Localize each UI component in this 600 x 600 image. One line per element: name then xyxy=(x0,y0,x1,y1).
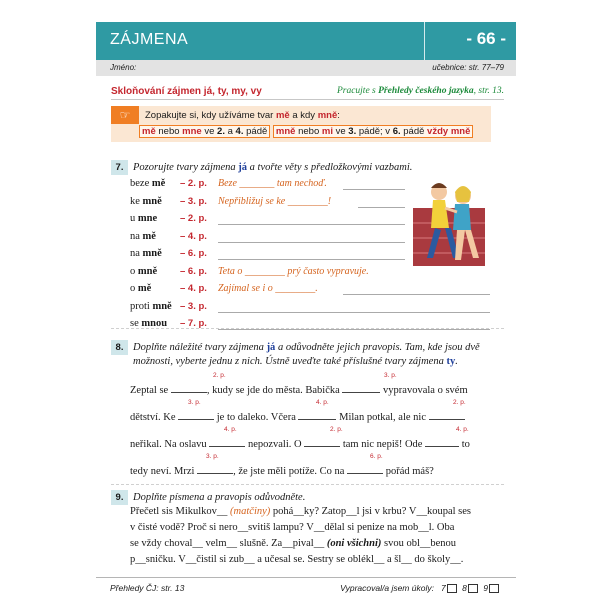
exercise-number: 7. xyxy=(111,160,128,175)
case-label: – 3. p. xyxy=(180,300,207,312)
blank-field[interactable] xyxy=(178,409,214,420)
recall-rule-2: mně nebo mi ve 3. pádě; v 6. pádě vždy mně xyxy=(273,125,473,138)
case-label: – 2. p. xyxy=(180,213,207,224)
exercise-8-line: neřikal. Na oslavu nepozvali. O tam nic nepiš! Ode to xyxy=(130,436,495,450)
case-label: 3. p. xyxy=(206,453,219,460)
case-label: – 6. p. xyxy=(180,265,207,277)
recall-line-1: Zopakujte si, kdy užíváme tvar mě a kdy mně: xyxy=(145,110,340,121)
exercise-8-line: tedy neví. Mrzi , že jste měli potíže. Co na pořád máš? xyxy=(130,463,495,477)
preposition-pronoun: na mně xyxy=(130,248,162,259)
case-label: 4. p. xyxy=(316,399,329,406)
case-label: – 3. p. xyxy=(180,195,207,207)
preposition-pronoun: beze mě xyxy=(130,178,166,189)
case-label: 2. p. xyxy=(330,426,343,433)
blank-field[interactable] xyxy=(342,382,380,393)
case-label: 2. p. xyxy=(453,399,466,406)
recall-box xyxy=(111,106,491,142)
page-header xyxy=(96,22,516,60)
case-label: 6. p. xyxy=(370,453,383,460)
checkbox-9[interactable] xyxy=(489,584,499,593)
page-footer xyxy=(96,577,516,598)
preposition-pronoun: ke mně xyxy=(130,195,162,207)
example-sentence: Beze _______ tam nechoď. xyxy=(218,178,327,189)
blank-field[interactable] xyxy=(429,409,465,420)
blank-field[interactable] xyxy=(197,463,233,474)
section-title: Skloňování zájmen já, ty, my, vy xyxy=(111,86,262,97)
example-sentence: Zajímal se i o ________. xyxy=(218,283,318,294)
answer-line[interactable] xyxy=(218,312,490,313)
exercise-9-line: p__sničku. V__čistil si zub__ a učesal se. Sestry se oblékl__ a šl__ do školy__. xyxy=(130,554,464,565)
exercise-number: 9. xyxy=(111,490,128,505)
answer-line[interactable] xyxy=(218,329,490,330)
case-label: 4. p. xyxy=(456,426,469,433)
case-label: – 7. p. xyxy=(180,318,207,329)
exercise-8-line: dětství. Ke je to daleko. Včera Milan potkal, ale nic xyxy=(130,409,495,423)
footer-reference: Přehledy ČJ: str. 13 xyxy=(110,583,185,593)
preposition-pronoun: u mne xyxy=(130,213,158,224)
case-label: – 4. p. xyxy=(180,230,207,242)
checkbox-8[interactable] xyxy=(468,584,478,593)
section-rule xyxy=(111,99,504,100)
recall-rule-1: mě nebo mne ve 2. a 4. pádě xyxy=(139,125,270,138)
case-label: 2. p. xyxy=(213,372,226,379)
example-sentence: Nepřibližuj se ke ________! xyxy=(218,195,332,207)
exercise-9-line: Přečetl sis Mikulkov__ (matčiny) pohá__ky? Zatop__l jsi v krbu? V__koupal ses xyxy=(130,506,472,517)
exercise-instruction: Pozorujte tvary zájmena já a tvořte věty s předložkovými vazbami. xyxy=(133,162,413,173)
exercise-divider xyxy=(111,328,504,329)
case-label: – 4. p. xyxy=(180,283,207,294)
blank-field[interactable] xyxy=(304,436,340,447)
name-bar xyxy=(96,60,516,76)
section-reference: Pracujte s Přehledy českého jazyka, str. 13. xyxy=(336,86,504,96)
answer-line[interactable] xyxy=(343,294,490,295)
preposition-pronoun: o mně xyxy=(130,265,158,277)
exercise-instruction: Doplňte náležité tvary zájmena já a odůvodněte jejich pravopis. Tam, kde jsou dvě xyxy=(133,342,480,353)
checkbox-7[interactable] xyxy=(447,584,457,593)
pointing-hand-icon: ☞ xyxy=(111,106,139,124)
header-divider xyxy=(424,22,425,60)
exercise-instruction-2: možnosti, vyberte jednu z nich. Ústně uveďte také příslušné tvary zájmena ty. xyxy=(133,356,458,367)
textbook-reference: učebnice: str. 77–79 xyxy=(432,63,504,72)
case-label: 3. p. xyxy=(384,372,397,379)
preposition-pronoun: o mě xyxy=(130,283,152,294)
exercise-divider xyxy=(111,484,504,485)
name-label: Jméno: xyxy=(110,63,137,72)
exercise-9-line: v čisté vodě? Proč si nero__svitiš lampu? V__dělal si penize na mob__l. Oba xyxy=(130,522,455,533)
case-label: – 2. p. xyxy=(180,178,207,189)
completion-checklist: Vypracoval/a jsem úkoly: 7 8 9 xyxy=(340,583,502,593)
exercise-9-line: se vždy choval__ velm__ slušně. Za__pival__ (oni všichni) svou obl__benou xyxy=(130,538,457,549)
preposition-pronoun: se mnou xyxy=(130,318,168,329)
preposition-pronoun: proti mně xyxy=(130,300,172,312)
blank-field[interactable] xyxy=(209,436,245,447)
answer-line[interactable] xyxy=(218,259,405,260)
answer-line[interactable] xyxy=(343,189,405,190)
blank-field[interactable] xyxy=(347,463,383,474)
exercise-instruction: Doplňte písmena a pravopis odůvodněte. xyxy=(133,492,306,503)
dancing-children-illustration xyxy=(405,178,495,268)
case-label: 4. p. xyxy=(224,426,237,433)
page-title: ZÁJMENA xyxy=(110,31,189,48)
exercise-number: 8. xyxy=(111,340,128,355)
answer-line[interactable] xyxy=(218,224,405,225)
page-number: - 66 - xyxy=(466,29,506,48)
answer-line[interactable] xyxy=(218,242,405,243)
blank-field[interactable] xyxy=(425,436,459,447)
case-label: 3. p. xyxy=(188,399,201,406)
answer-line[interactable] xyxy=(358,207,405,208)
exercise-8-line: Zeptal se , kudy se jde do města. Babička vypravovala o svém xyxy=(130,382,495,396)
preposition-pronoun: na mě xyxy=(130,230,156,242)
blank-field[interactable] xyxy=(171,382,207,393)
case-label: – 6. p. xyxy=(180,248,207,259)
example-sentence: Teta o ________ prý často vypravuje. xyxy=(218,265,369,277)
blank-field[interactable] xyxy=(298,409,336,420)
recall-line-2 xyxy=(139,126,473,137)
